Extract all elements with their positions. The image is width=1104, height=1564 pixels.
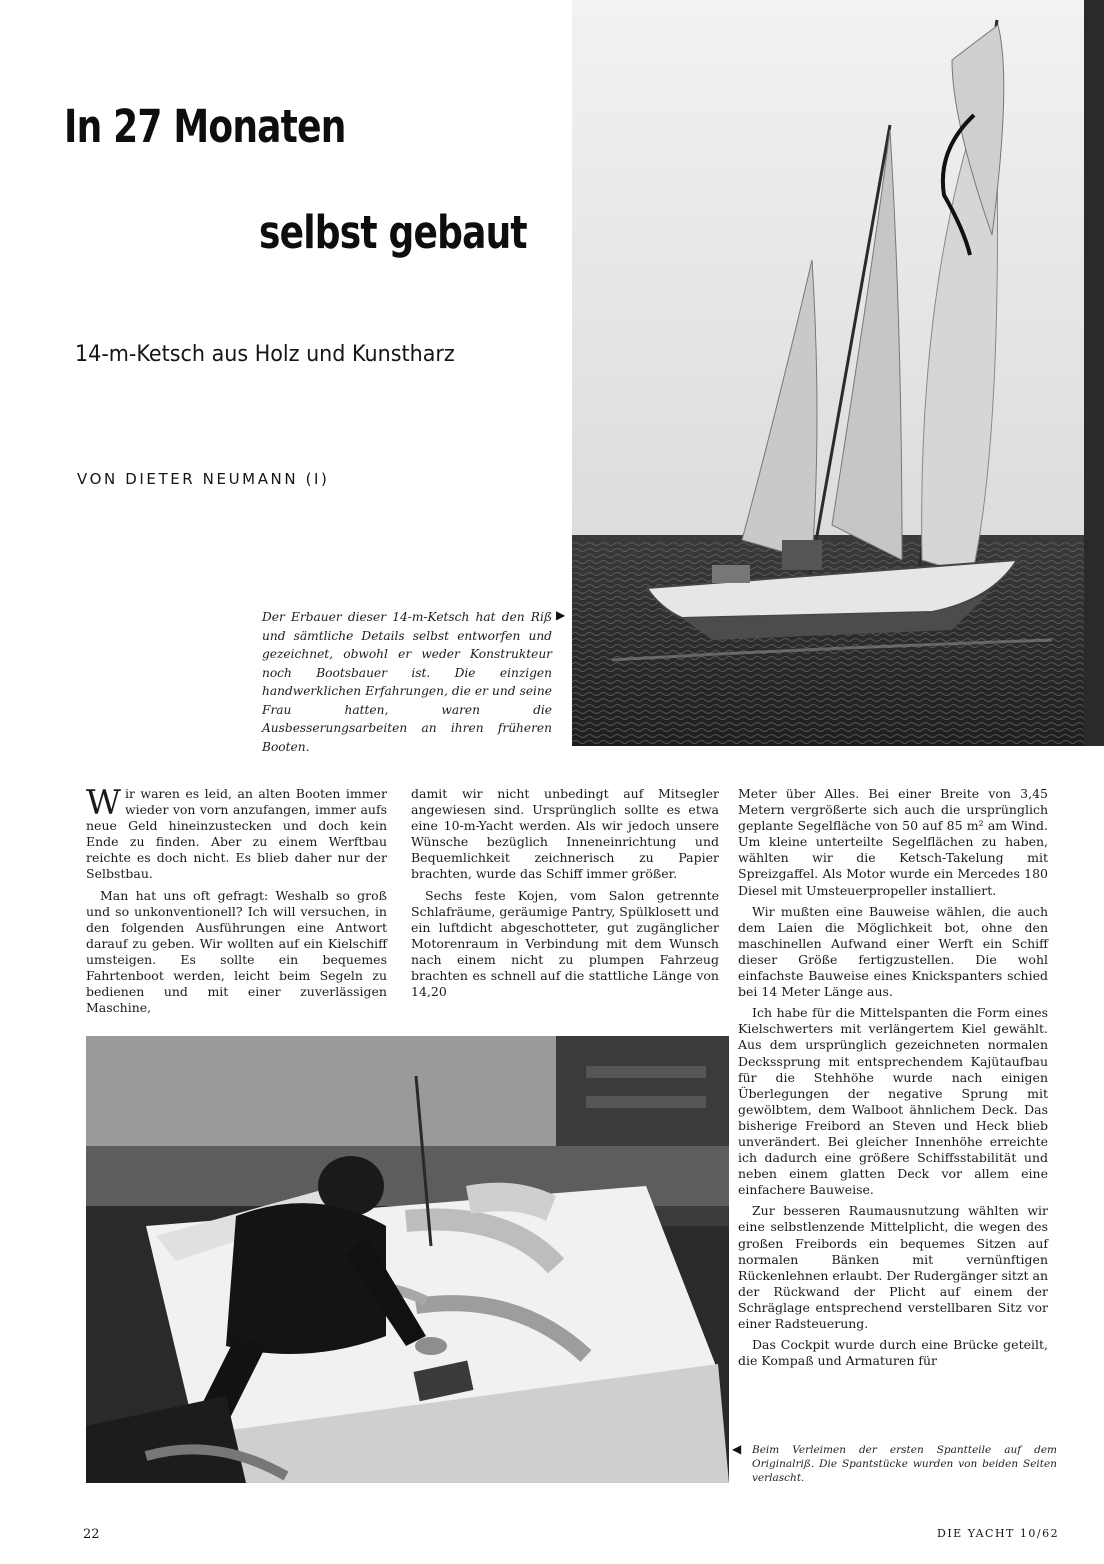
column-1-paragraph-1 xyxy=(86,783,387,883)
subtitle: 14-m-Ketsch aus Holz und Kunstharz xyxy=(75,342,455,367)
magazine-issue: DIE YACHT 10/62 xyxy=(937,1527,1060,1540)
column-3-paragraph-1: Meter über Alles. Bei einer Breite von 3,45 Metern vergrößerte sich auch die ursprünglich geplante Segelfläche von 50 auf 85 m² am Wind. Um kleine unterteilte Segelflächen zu haben, wählten wir die Ketsch-Takelung mit Spreizgaffel. Als Motor wurde ein Mercedes 180 Diesel mit Umsteuerpropeller installiert. xyxy=(738,786,1048,898)
column-1-paragraph-2: Man hat uns oft gefragt: Weshalb so groß und so unkonventionell? Ich will versuchen, in den folgenden Ausführungen eine Antwort darauf zu geben. Wir wollten auf ein Kielschiff umsteigen. Es sollte ein bequemes Fahrtenboot werden, leicht beim Segeln zu bedienen und mit einer zuverlässigen Maschine, xyxy=(86,887,387,1016)
byline: VON DIETER NEUMANN (I) xyxy=(77,470,330,488)
photo-caption-bottom: Beim Verleimen der ersten Spantteile auf dem Originalriß. Die Spantstücke wurden von beiden Seiten verlascht. xyxy=(752,1444,1057,1484)
text-column-1 xyxy=(86,783,387,1016)
photo-caption-top: Der Erbauer dieser 14-m-Ketsch hat den Riß und sämtliche Details selbst entworfen und gezeichnet, obwohl er weder Konstrukteur noch Bootsbauer ist. Die einzigen handwerklichen Erfahrungen, die er und seine Frau hatten, waren die Ausbesserungsarbeiten an ihren früheren Booten. xyxy=(262,610,552,754)
drop-cap: W xyxy=(86,783,121,823)
frame-gluing-image xyxy=(86,1036,729,1483)
column-2-paragraph-2: Sechs feste Kojen, vom Salon getrennte Schlafräume, geräumige Pantry, Spülklosett und ein luftdicht abgeschotteter, gut zugänglicher Motorenraum in Verbindung mit dem Wunsch nach einem nicht zu plumpen Fahrzeug brachten es schnell auf die stattliche Länge von 14,20 xyxy=(411,887,719,1000)
page-number: 22 xyxy=(83,1527,100,1542)
text-column-3 xyxy=(738,786,1048,1369)
paragraph-text: ir waren es leid, an alten Booten immer wieder von vorn anzufangen, immer aufs neue Geld hineinzustecken und doch kein Ende zu finden. Aber zu einem Werftbau reichte es doch nicht. Es blieb daher nur der Selbstbau. xyxy=(86,786,387,882)
title-line-1: In 27 Monaten xyxy=(64,100,346,153)
workshop-photo xyxy=(86,1036,729,1483)
title-line-2: selbst gebaut xyxy=(259,206,527,259)
column-3-paragraph-4: Zur besseren Raumausnutzung wählten wir eine selbstlenzende Mittelplicht, die wegen des großen Freibords ein bequemes Sitzen auf normalen Bänken mit vernünftigen Rückenlehnen erlaubt. Der Rudergänger sitzt an der Rückwand der Plicht auf einem der Schräglage entsprechend verstellbaren Sitz vor einer Radsteuerung. xyxy=(738,1203,1048,1331)
ketch-under-sail-image xyxy=(572,0,1104,746)
arrow-right-icon: ▶ xyxy=(556,608,566,622)
column-3-paragraph-2: Wir mußten eine Bauweise wählen, die auch dem Laien die Möglichkeit bot, ohne den maschinellen Aufwand einer Werft ein Schiff dieser Größe fertigzustellen. Die wohl einfachste Bauweise eines Knickspanters schied bei 14 Meter Länge aus. xyxy=(738,903,1048,1000)
arrow-left-icon: ◀ xyxy=(732,1442,742,1456)
column-3-paragraph-3: Ich habe für die Mittelspanten die Form eines Kielschwerters mit verlängertem Kiel gewählt. Aus dem ursprünglich gezeichneten normalen Deckssprung mit entsprechendem Kajütaufbau für die Stehhöhe wurde nach einigen Überlegungen der negative Sprung mit gewölbtem, dem Walboot ähnlichem Deck. Das bisherige Freibord an Steven und Heck blieb unverändert. Bei gleicher Innenhöhe erreichte ich dadurch eine größere Schiffsstabilität und neben einem glatten Deck vor allem eine einfachere Bauweise. xyxy=(738,1005,1048,1198)
text-column-2 xyxy=(411,786,719,1000)
column-2-paragraph-1: damit wir nicht unbedingt auf Mitsegler angewiesen sind. Ursprünglich sollte es etwa eine 10-m-Yacht werden. Als wir jedoch unsere Wünsche bezüglich Inneneinrichtung und Bequemlichkeit zeichnerisch zu Papier brachten, wurde das Schiff immer größer. xyxy=(411,786,719,882)
column-3-paragraph-5: Das Cockpit wurde durch eine Brücke geteilt, die Kompaß und Armaturen für xyxy=(738,1337,1048,1369)
sailboat-photo xyxy=(572,0,1104,746)
